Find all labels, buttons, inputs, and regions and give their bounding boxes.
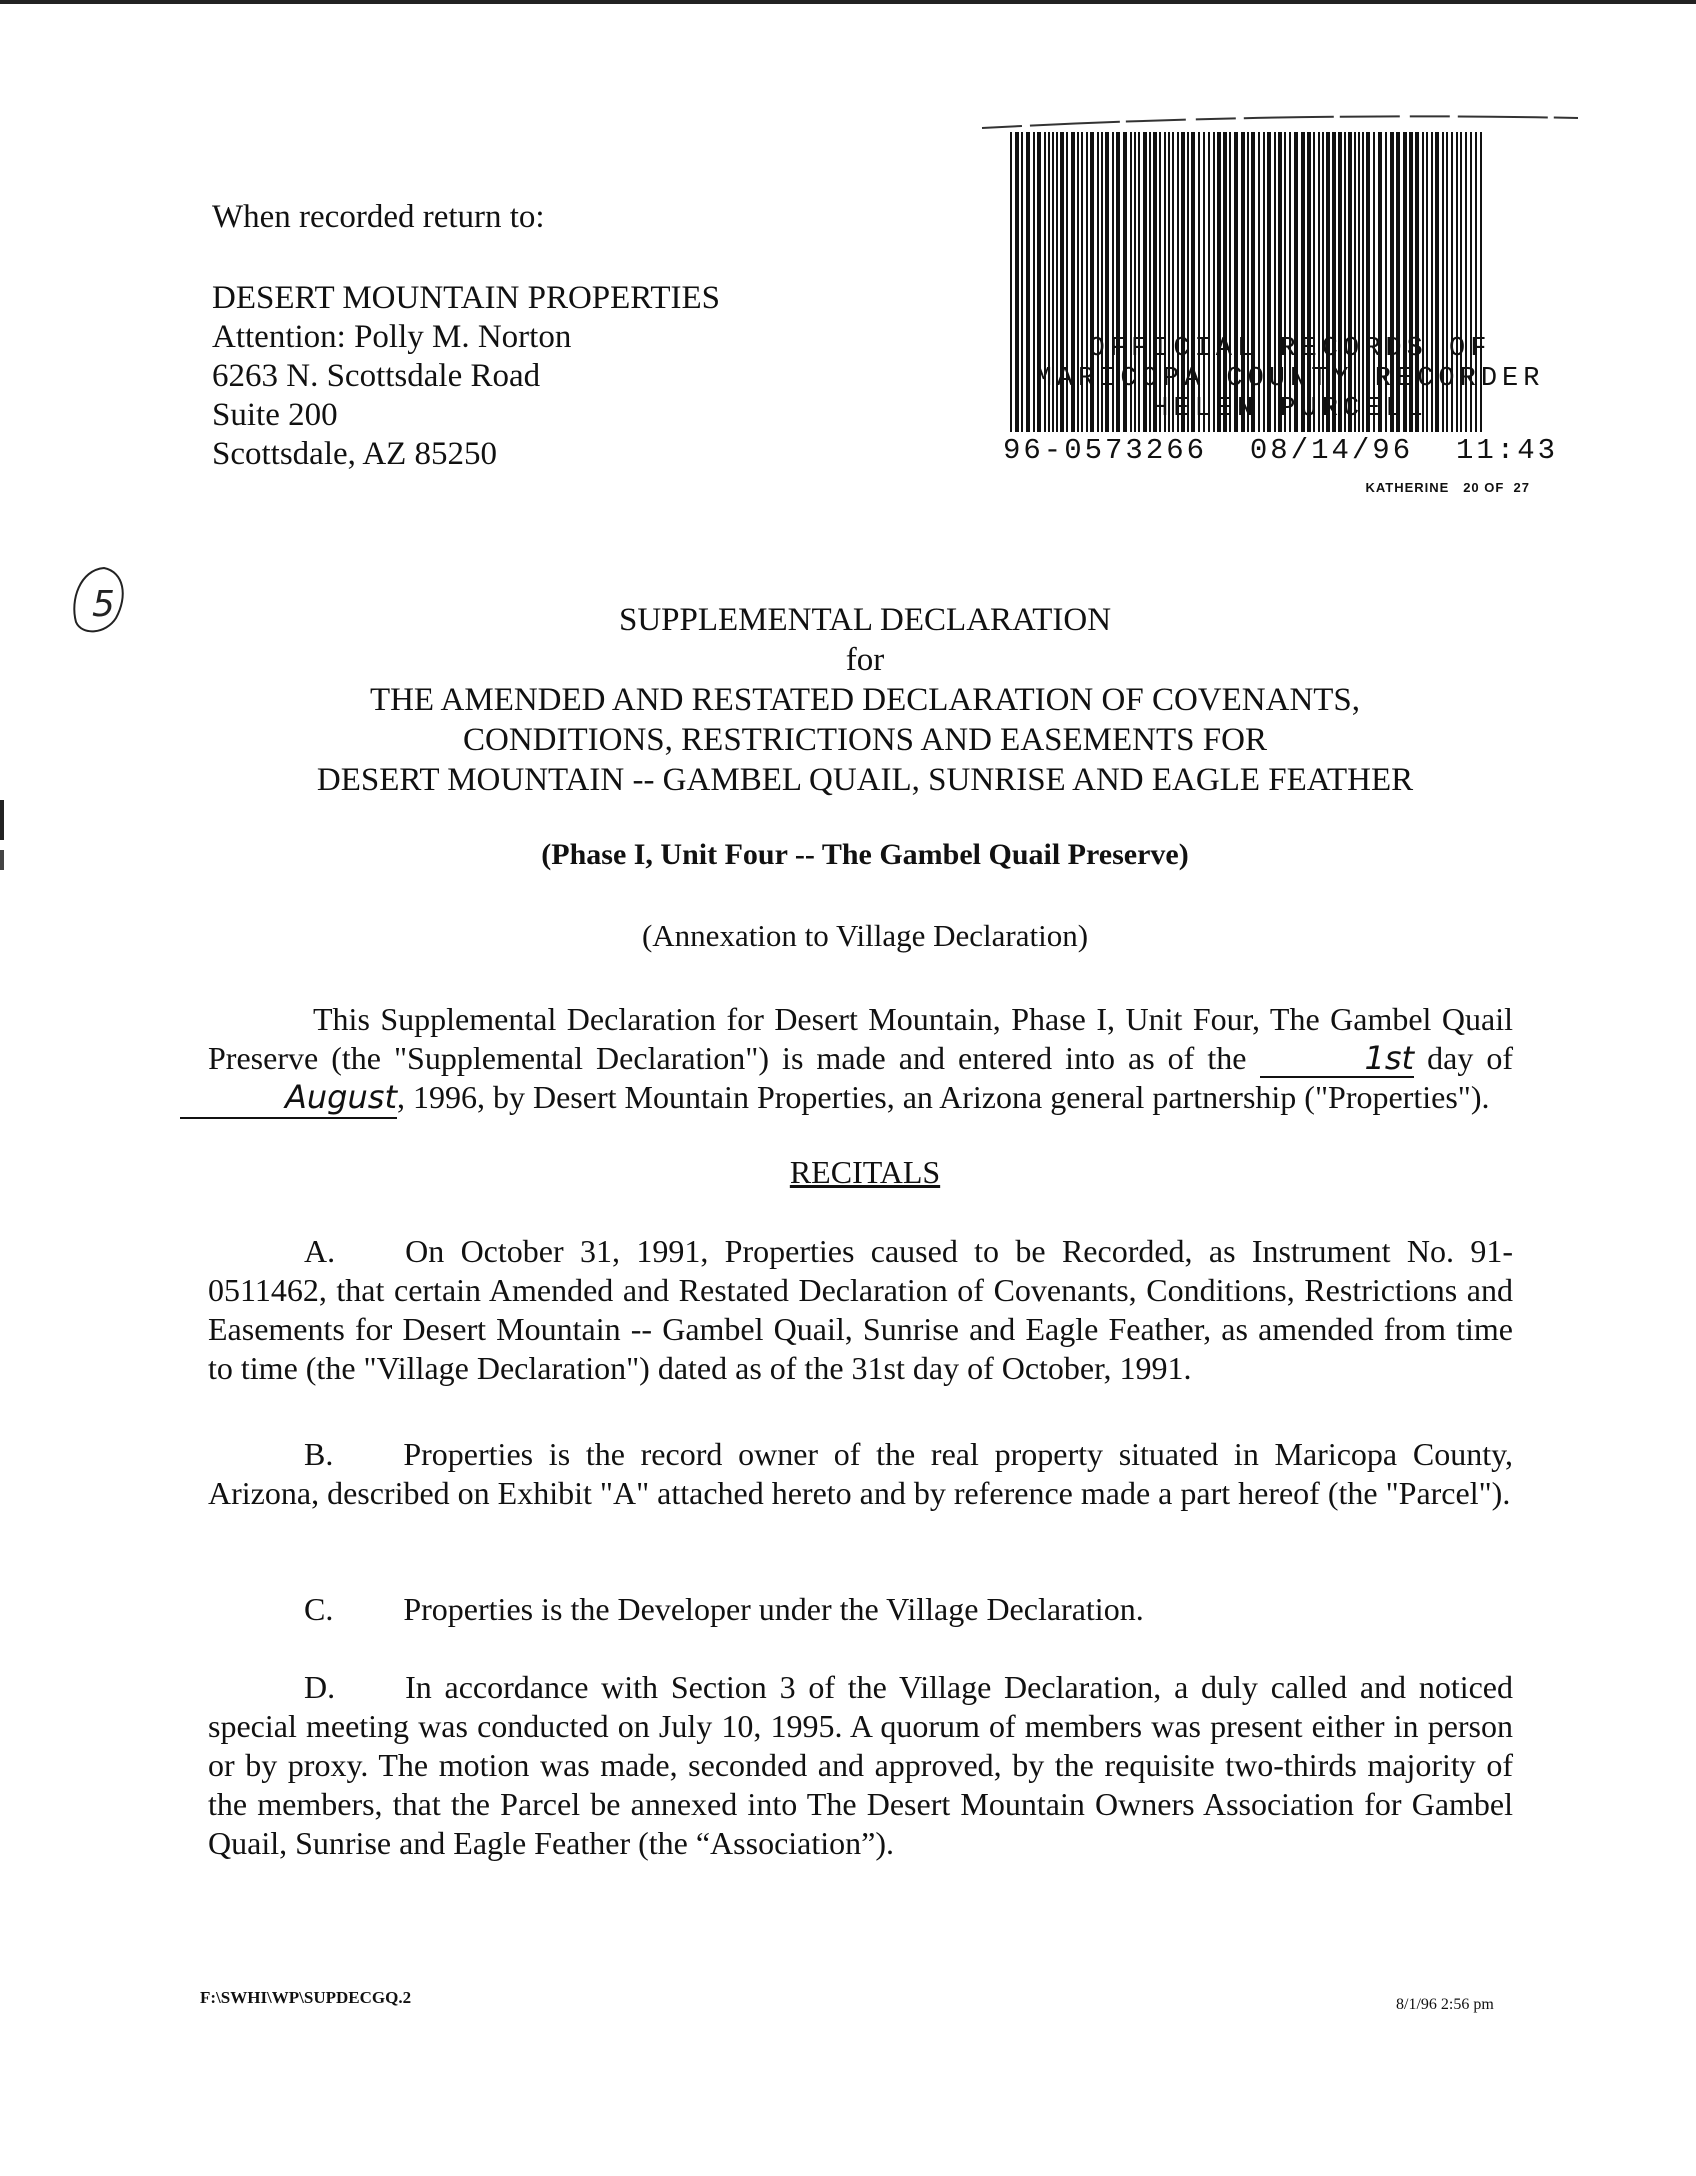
handwritten-day: 1st [1260,1040,1415,1078]
handwritten-circled-number [66,560,136,640]
barcode-bar [1021,132,1023,432]
title-line: DESERT MOUNTAIN -- GAMBEL QUAIL, SUNRISE AND EAGLE FEATHER [316,762,1414,798]
recorder-stamp [1030,334,1550,424]
barcode-bar [1010,132,1012,432]
footer-file-path: F:\SWHI\WP\SUPDECGQ.2 [200,1988,412,2007]
title-line: THE AMENDED AND RESTATED DECLARATION OF COVENANTS, [369,682,1361,718]
recital-label: C. [304,1591,334,1627]
document-title [220,600,1510,800]
handwritten-mark-text: 5 [92,584,115,625]
title-line: for [845,642,885,678]
recorder-line: OFFICIAL RECORDS OF [1088,334,1492,364]
title-line: SUPPLEMENTAL DECLARATION [618,602,1112,638]
return-line: Scottsdale, AZ 85250 [212,436,498,472]
recital-text: On October 31, 1991, Properties caused to be Recorded, as Instrument No. 91-0511462, that certain Amended and Restated Declaration of Covenants, Conditions, Restrictions and Easements for Desert Mountain -- Gambel Quail, Sunrise and Eagle Feather, as amended from time to time (the "Village Declaration") dated as of the 31st day of October, 1991. [208,1233,1513,1386]
intro-text: This Supplemental Declaration for Desert Mountain, Phase I, Unit Four, The Gambel Quail Preserve (the "Supplemental Declaration") is made and entered into as of the [208,1001,1513,1076]
recording-info [1003,434,1558,467]
intro-paragraph [208,1000,1513,1119]
phase-subtitle: (Phase I, Unit Four -- The Gambel Quail Preserve) [541,838,1189,871]
return-header: When recorded return to: [212,199,545,235]
annexation-subtitle: (Annexation to Village Declaration) [641,918,1089,953]
recital-b [208,1435,1513,1513]
recital-d [208,1668,1513,1863]
handwritten-month: August [180,1078,397,1119]
recording-date: 08/14/96 [1249,434,1414,467]
recorder-line: HELEN PURCELL [1152,394,1428,424]
return-address-block [212,198,720,474]
return-line: Attention: Polly M. Norton [212,319,572,355]
intro-text: , 1996, by Desert Mountain Properties, an Arizona general partnership ("Properties"). [396,1079,1490,1115]
recital-label: A. [304,1233,336,1269]
recital-c [208,1590,1513,1629]
barcode-bar [1015,132,1019,432]
recital-text: Properties is the Developer under the Village Declaration. [403,1591,1144,1627]
recital-label: D. [304,1669,336,1705]
recitals-heading: RECITALS [789,1154,941,1190]
clerk-page-count: KATHERINE 20 OF 27 [1365,480,1530,495]
intro-text: day of [1427,1040,1514,1076]
title-line: CONDITIONS, RESTRICTIONS AND EASEMENTS FOR [463,722,1267,758]
recorder-line: MARICOPA COUNTY RECORDER [1035,364,1545,394]
footer-timestamp: 8/1/96 2:56 pm [1396,1996,1494,2013]
scan-edge-marks [0,800,6,870]
return-line: Suite 200 [212,397,338,433]
recital-text: Properties is the record owner of the real property situated in Maricopa County, Arizona, described on Exhibit "A" attached hereto and by reference made a part hereof (the "Parcel"). [208,1436,1513,1511]
recital-label: B. [304,1436,334,1472]
return-line: DESERT MOUNTAIN PROPERTIES [212,280,720,316]
recording-time: 11:43 [1455,434,1558,467]
recital-text: In accordance with Section 3 of the Village Declaration, a duly called and noticed special meeting was conducted on July 10, 1995. A quorum of members was present either in person or by proxy. The motion was made, seconded and approved, by the requisite two-thirds majority of the members, that the Parcel be annexed into The Desert Mountain Owners Association for Gambel Quail, Sunrise and Eagle Feather (the “Association”). [208,1669,1513,1861]
recital-a [208,1232,1513,1388]
instrument-number: 96-0573266 [1003,434,1208,467]
return-line: 6263 N. Scottsdale Road [212,358,541,394]
scan-top-edge [0,0,1696,4]
